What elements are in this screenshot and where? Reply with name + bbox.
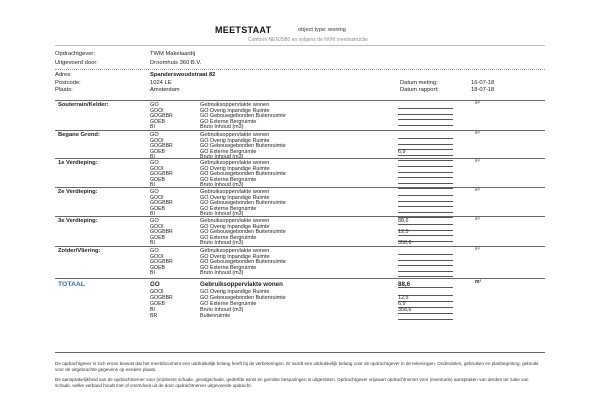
measurement-description: Gebruiksoppervlakte wonen: [200, 189, 270, 195]
measurement-code: GOEB: [150, 176, 165, 183]
uitgevoerd-value: Droomhuis 360 B.V.: [150, 60, 202, 66]
total-title: TOTAAL: [58, 281, 85, 288]
measurement-description: GO Gebouwgebonden Buitenruimte: [200, 295, 286, 301]
measurement-description: GO Overig Inpandige Ruimte: [200, 107, 270, 114]
measurement-code: GOEB: [150, 205, 165, 212]
measurement-code: GOGBBR: [150, 259, 173, 265]
divider: [55, 69, 545, 70]
measurement-description: GO Externe Bergruimte: [200, 118, 257, 125]
postcode-label: Postcode:: [55, 80, 81, 86]
measurement-description: GO Gebouwgebonden Buitenruimte: [200, 259, 286, 265]
datum-meting-value: 16-07-18: [471, 80, 495, 86]
section-divider: [55, 100, 545, 101]
measurement-description: GO Overig Inpandige Ruimte: [200, 253, 270, 260]
measurement-description: Bruto Inhoud (m3): [200, 124, 244, 130]
section-title: 1e Verdieping:: [58, 160, 98, 166]
measurement-code: GOGBBR: [150, 295, 173, 301]
measurement-description: Gebruiksoppervlakte wonen: [200, 160, 270, 166]
measurement-code: GOEB: [150, 234, 165, 241]
measurement-description: GO Externe Bergruimte: [200, 205, 257, 212]
measurement-value: 88,6: [398, 219, 453, 225]
measurement-description: GO Overig Inpandige Ruimte: [200, 289, 270, 295]
opdrachtgever-label: Opdrachtgever:: [55, 51, 95, 57]
measurement-description: GO Overig Inpandige Ruimte: [200, 194, 270, 201]
measurement-code: GOOI: [150, 137, 164, 144]
measurement-code: BI: [150, 154, 155, 160]
measurement-description: Gebruiksoppervlakte wonen: [200, 281, 283, 288]
measurement-code: BI: [150, 270, 155, 276]
measurement-description: Bruto Inhoud (m3): [200, 307, 244, 313]
unit-label: m²: [475, 216, 480, 221]
measurement-description: Gebruiksoppervlakte wonen: [200, 132, 270, 138]
disclaimer-2: De aansprakelijkheid van de opdrachtnemer voor (in)directe schade, gevolgschade, gederfde winst en gemiste besparingen is uitgesloten. Opdrachtgever vrijwaart opdrachtnemer voor (eventuele) aanspraken van derden ter zake van schade, welke verband houdt met of voortvloeit uit de door opdrachtnemer uitgevoerde opdracht.: [55, 377, 529, 388]
plaats-label: Plaats:: [55, 87, 73, 93]
footer-divider: [55, 352, 545, 353]
measurement-code: GOGBBR: [150, 171, 173, 177]
unit-label: m²: [475, 246, 480, 251]
measurement-code: GOOI: [150, 223, 164, 230]
measurement-code: GOOI: [150, 194, 164, 201]
measurement-code: GOEB: [150, 148, 165, 155]
measurement-code: BR: [150, 313, 158, 319]
measurement-description: GO Externe Bergruimte: [200, 301, 257, 307]
measurement-code: GOOI: [150, 253, 164, 260]
measurement-description: GO Externe Bergruimte: [200, 264, 257, 271]
measurement-row: [55, 314, 545, 320]
measurement-description: GO Gebouwgebonden Buitenruimte: [200, 229, 286, 235]
measurement-code: GOEB: [150, 118, 165, 125]
measurement-value: 12,5: [398, 230, 453, 236]
measurement-code: GOEB: [150, 264, 165, 271]
measurement-value: [398, 183, 453, 189]
unit-label: m²: [475, 158, 480, 163]
measurement-description: GO Externe Bergruimte: [200, 234, 257, 241]
measurement-code: BI: [150, 307, 155, 313]
total-divider: [55, 278, 545, 279]
measurement-description: GO Overig Inpandige Ruimte: [200, 223, 270, 230]
measurement-code: GOGBBR: [150, 113, 173, 119]
measurement-row: [55, 271, 545, 277]
measurement-code: GOGBBR: [150, 200, 173, 206]
measurement-value: 12,5: [398, 296, 453, 302]
measurement-description: GO Gebouwgebonden Buitenruimte: [200, 143, 286, 149]
section-title: Souterrain/Kelder:: [58, 102, 109, 108]
measurement-description: Gebruiksoppervlakte wonen: [200, 248, 270, 254]
measurement-code: GO: [150, 248, 159, 254]
measurement-code: GO: [150, 132, 159, 138]
measurement-value: [398, 314, 453, 320]
section-title: 2e Verdieping:: [58, 189, 98, 195]
uitgevoerd-label: Uitgevoerd door:: [55, 60, 98, 66]
measurement-description: Bruto Inhoud (m3): [200, 240, 244, 246]
measurement-value: [398, 271, 453, 277]
datum-rapport-value: 18-07-18: [471, 87, 495, 93]
measurement-description: Bruto Inhoud (m3): [200, 270, 244, 276]
measurement-value: 358,6: [398, 241, 453, 247]
section-divider: [55, 130, 545, 131]
measurement-row: [55, 279, 545, 288]
measurement-description: Bruto Inhoud (m3): [200, 211, 244, 217]
plaats-value: Amsterdam: [150, 87, 180, 93]
unit-label: m²: [475, 279, 482, 285]
opdrachtgever-value: TWM Makelaardij: [150, 51, 196, 57]
measurement-description: GO Externe Bergruimte: [200, 148, 257, 155]
measurement-value: 358,6: [398, 308, 453, 314]
unit-label: m²: [475, 187, 480, 192]
measurement-description: GO Gebouwgebonden Buitenruimte: [200, 113, 286, 119]
adres-label: Adres:: [55, 72, 72, 78]
measurement-code: GO: [150, 189, 159, 195]
measurement-description: GO Overig Inpandige Ruimte: [200, 137, 270, 144]
measurement-description: GO Gebouwgebonden Buitenruimte: [200, 200, 286, 206]
measurement-value: 88,6: [398, 282, 453, 288]
measurement-description: GO Gebouwgebonden Buitenruimte: [200, 171, 286, 177]
measurement-value: 6,9: [398, 150, 453, 156]
section-divider: [55, 158, 545, 159]
object-type: object type: woning: [298, 27, 346, 33]
page-title: MEETSTAAT: [215, 25, 272, 35]
measurement-description: Buitenruimte: [200, 313, 231, 319]
measurement-code: GO: [150, 160, 159, 166]
measurement-description: Bruto Inhoud (m3): [200, 182, 244, 188]
unit-label: m²: [475, 100, 480, 105]
measurement-code: GOOI: [150, 107, 164, 114]
section-title: 3e Verdieping:: [58, 218, 98, 224]
header-divider: [55, 45, 545, 46]
unit-label: m²: [475, 130, 480, 135]
measurement-code: GO: [150, 281, 160, 288]
section-title: Begane Grond:: [58, 132, 100, 138]
measurement-code: GOOI: [150, 165, 164, 172]
section-divider: [55, 216, 545, 217]
datum-rapport-label: Datum rapport:: [400, 87, 439, 93]
measurement-description: GO Externe Bergruimte: [200, 176, 257, 183]
measurement-code: BI: [150, 182, 155, 188]
measurement-code: GOEB: [150, 301, 165, 307]
measurement-value: 6,9: [398, 302, 453, 308]
page-subtitle: Conform NEN2580 en volgens de NVM meetinstructie: [248, 37, 368, 43]
disclaimer-1: De opdrachtgever is zich ervan bewust dat het meetdocument een uitdrukkelijk belang heeft bij de verbeteringen. Er wordt een uitdrukkelijk belang voor de opdrachtgever in de tekeningen. Onderdelen, gebruiken en planbegroting, gebruikt voor de uitgebrachte gegevens op eerdere plaats.: [55, 361, 539, 372]
section-divider: [55, 246, 545, 247]
postcode-value: 1024 LE: [150, 80, 172, 86]
measurement-code: BI: [150, 240, 155, 246]
measurement-code: GOGBBR: [150, 229, 173, 235]
measurement-code: GO: [150, 218, 159, 224]
section-divider: [55, 187, 545, 188]
measurement-code: BI: [150, 124, 155, 130]
section-title: Zolder/Vliering:: [58, 248, 101, 254]
measurement-description: Gebruiksoppervlakte wonen: [200, 102, 270, 108]
adres-value: Spanderswoudstraat 82: [150, 72, 216, 78]
measurement-description: GO Overig Inpandige Ruimte: [200, 165, 270, 172]
measurement-description: Gebruiksoppervlakte wonen: [200, 218, 270, 224]
measurement-code: BI: [150, 211, 155, 217]
measurement-code: GOGBBR: [150, 143, 173, 149]
measurement-code: GOOI: [150, 289, 164, 295]
measurement-code: GO: [150, 102, 159, 108]
datum-meting-label: Datum meting:: [400, 80, 438, 86]
measurement-description: Bruto Inhoud (m3): [200, 154, 244, 160]
